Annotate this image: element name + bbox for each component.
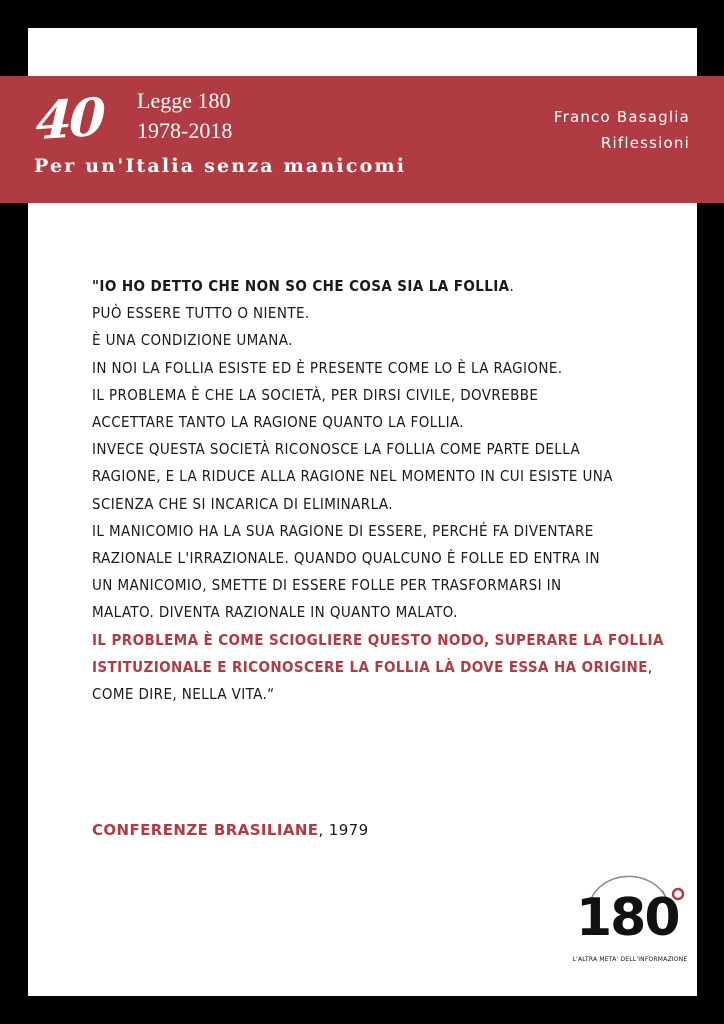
- quote-line: [92, 681, 652, 708]
- quote-line: [92, 409, 652, 436]
- anniversary-number: 40: [34, 86, 104, 153]
- quote-line-text: PUÒ ESSERE TUTTO O NIENTE.: [92, 304, 310, 323]
- quote-line-text: COME DIRE, NELLA VITA.“: [92, 685, 275, 704]
- source-title: CONFERENZE BRASILIANE: [92, 821, 319, 839]
- quote-source: [92, 818, 369, 842]
- author-block: [554, 104, 690, 156]
- quote-line-text: UN MANICOMIO, SMETTE DI ESSERE FOLLE PER TRASFORMARSI IN: [92, 576, 562, 595]
- quote-line-text: RAZIONALE L'IRRAZIONALE. QUANDO QUALCUNO È FOLLE ED ENTRA IN: [92, 549, 600, 568]
- quote-line-text: IL PROBLEMA È CHE LA SOCIETÀ, PER DIRSI CIVILE, DOVREBBE: [92, 385, 539, 404]
- quote-line-text: SCIENZA CHE SI INCARICA DI ELIMINARLA.: [92, 494, 393, 513]
- quote-line: [92, 627, 664, 654]
- quote-line-suffix: .: [509, 277, 515, 295]
- quote-line: [92, 382, 652, 409]
- law-title: Legge 180: [137, 88, 231, 113]
- quote-line-text: IL PROBLEMA È COME SCIOGLIERE QUESTO NODO, SUPERARE LA FOLLIA: [92, 630, 664, 649]
- source-year: , 1979: [318, 821, 369, 839]
- quote-line-text: INVECE QUESTA SOCIETÀ RICONOSCE LA FOLLIA COME PARTE DELLA: [92, 440, 581, 459]
- quote-line-text: ACCETTARE TANTO LA RAGIONE QUANTO LA FOLLIA.: [92, 413, 464, 432]
- banner-subtitle: Per un'Italia senza manicomi: [34, 155, 407, 177]
- logo-tagline: L'ALTRA META' DELL'INFORMAZIONE: [572, 956, 688, 963]
- quote-line: [92, 654, 652, 681]
- quote-line-suffix: ,: [647, 657, 653, 676]
- quote-line-text: È UNA CONDIZIONE UMANA.: [92, 331, 293, 350]
- header-banner: [0, 76, 724, 203]
- quote-line: [92, 599, 652, 626]
- quote-line-text: MALATO. DIVENTA RAZIONALE IN QUANTO MALATO.: [92, 603, 458, 622]
- logo-180: [570, 860, 690, 980]
- section-name: Riflessioni: [600, 134, 690, 152]
- quote-line: [92, 545, 652, 572]
- quote-line: [92, 327, 652, 354]
- quote-line: [92, 436, 652, 463]
- quote-line: [92, 572, 652, 599]
- quote-line: [92, 518, 652, 545]
- quote-line: [92, 491, 652, 518]
- quote-text: [92, 273, 664, 708]
- quote-line: [92, 300, 652, 327]
- author-name: Franco Basaglia: [553, 108, 690, 126]
- quote-line-text: "IO HO DETTO CHE NON SO CHE COSA SIA LA FOLLIA: [92, 277, 510, 295]
- logo-number: 180: [576, 888, 679, 948]
- quote-line-text: RAGIONE, E LA RIDUCE ALLA RAGIONE NEL MOMENTO IN CUI ESISTE UNA: [92, 467, 613, 486]
- quote-line: [92, 273, 652, 300]
- law-title-block: [137, 86, 232, 146]
- law-years: 1978-2018: [137, 118, 233, 143]
- quote-line: [92, 355, 652, 382]
- quote-line: [92, 463, 652, 490]
- quote-line-text: IN NOI LA FOLLIA ESISTE ED È PRESENTE COME LO È LA RAGIONE.: [92, 358, 563, 377]
- quote-line-text: IL MANICOMIO HA LA SUA RAGIONE DI ESSERE, PERCHÉ FA DIVENTARE: [92, 521, 594, 540]
- quote-line-text: ISTITUZIONALE E RICONOSCERE LA FOLLIA LÀ DOVE ESSA HA ORIGINE: [92, 657, 648, 676]
